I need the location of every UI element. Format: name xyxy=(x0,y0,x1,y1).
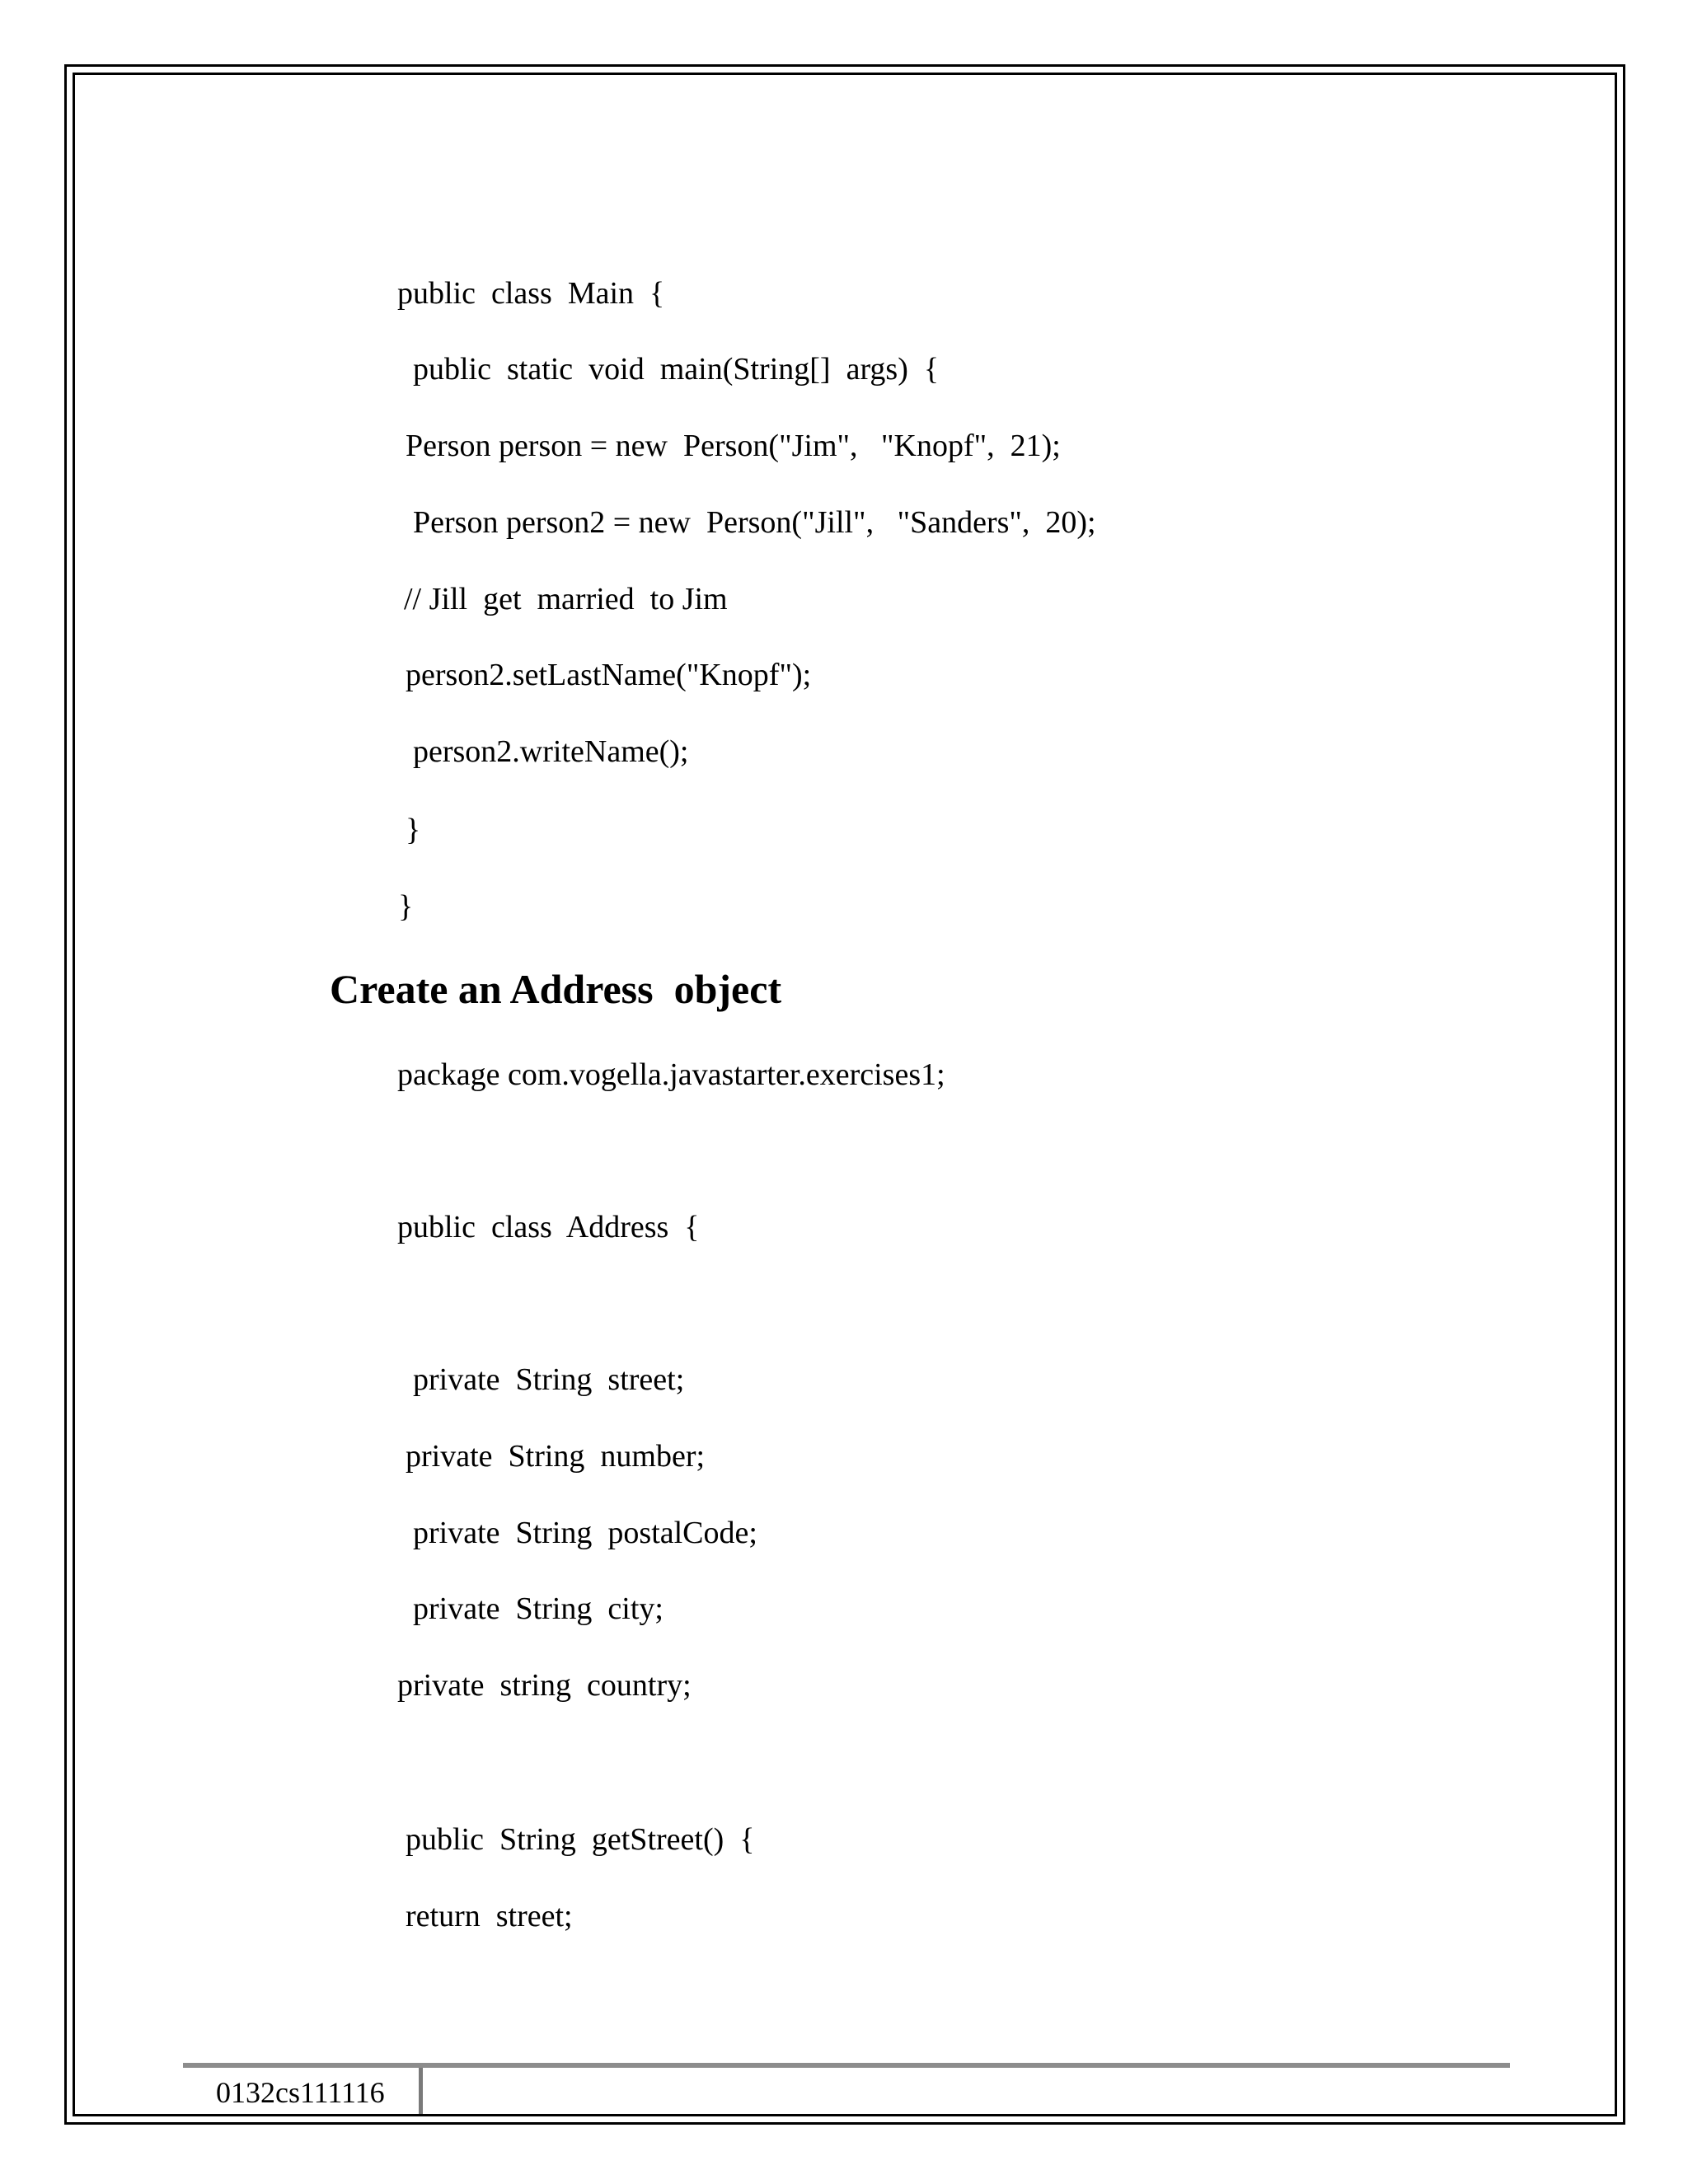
code-line: private String street; xyxy=(413,1362,685,1397)
code-line: Person person = new Person("Jim", "Knopf", 21); xyxy=(406,429,1061,463)
code-comment: // Jill get married to Jim xyxy=(404,582,728,616)
code-line: public String getStreet() { xyxy=(406,1822,755,1857)
code-line: package com.vogella.javastarter.exercises1; xyxy=(397,1057,945,1092)
code-line: Person person2 = new Person("Jill", "Sanders", 20); xyxy=(413,505,1096,540)
code-line: public class Address { xyxy=(397,1210,700,1244)
code-line: public static void main(String[] args) { xyxy=(413,352,940,387)
code-line: person2.setLastName("Knopf"); xyxy=(406,658,812,692)
code-line: private string country; xyxy=(397,1668,692,1703)
footer-rule xyxy=(183,2063,1510,2068)
code-line: private String postalCode; xyxy=(413,1516,757,1550)
section-heading: Create an Address object xyxy=(330,966,782,1012)
code-line: person2.writeName(); xyxy=(413,734,689,769)
code-line: public class Main { xyxy=(397,276,665,311)
footer-separator xyxy=(419,2068,423,2114)
code-line: return street; xyxy=(406,1899,573,1933)
code-line: } xyxy=(406,813,421,847)
code-line: } xyxy=(398,889,414,924)
code-line: private String number; xyxy=(406,1439,706,1474)
code-line: private String city; xyxy=(413,1591,663,1626)
footer-page-label: 0132cs111116 xyxy=(216,2076,385,2109)
